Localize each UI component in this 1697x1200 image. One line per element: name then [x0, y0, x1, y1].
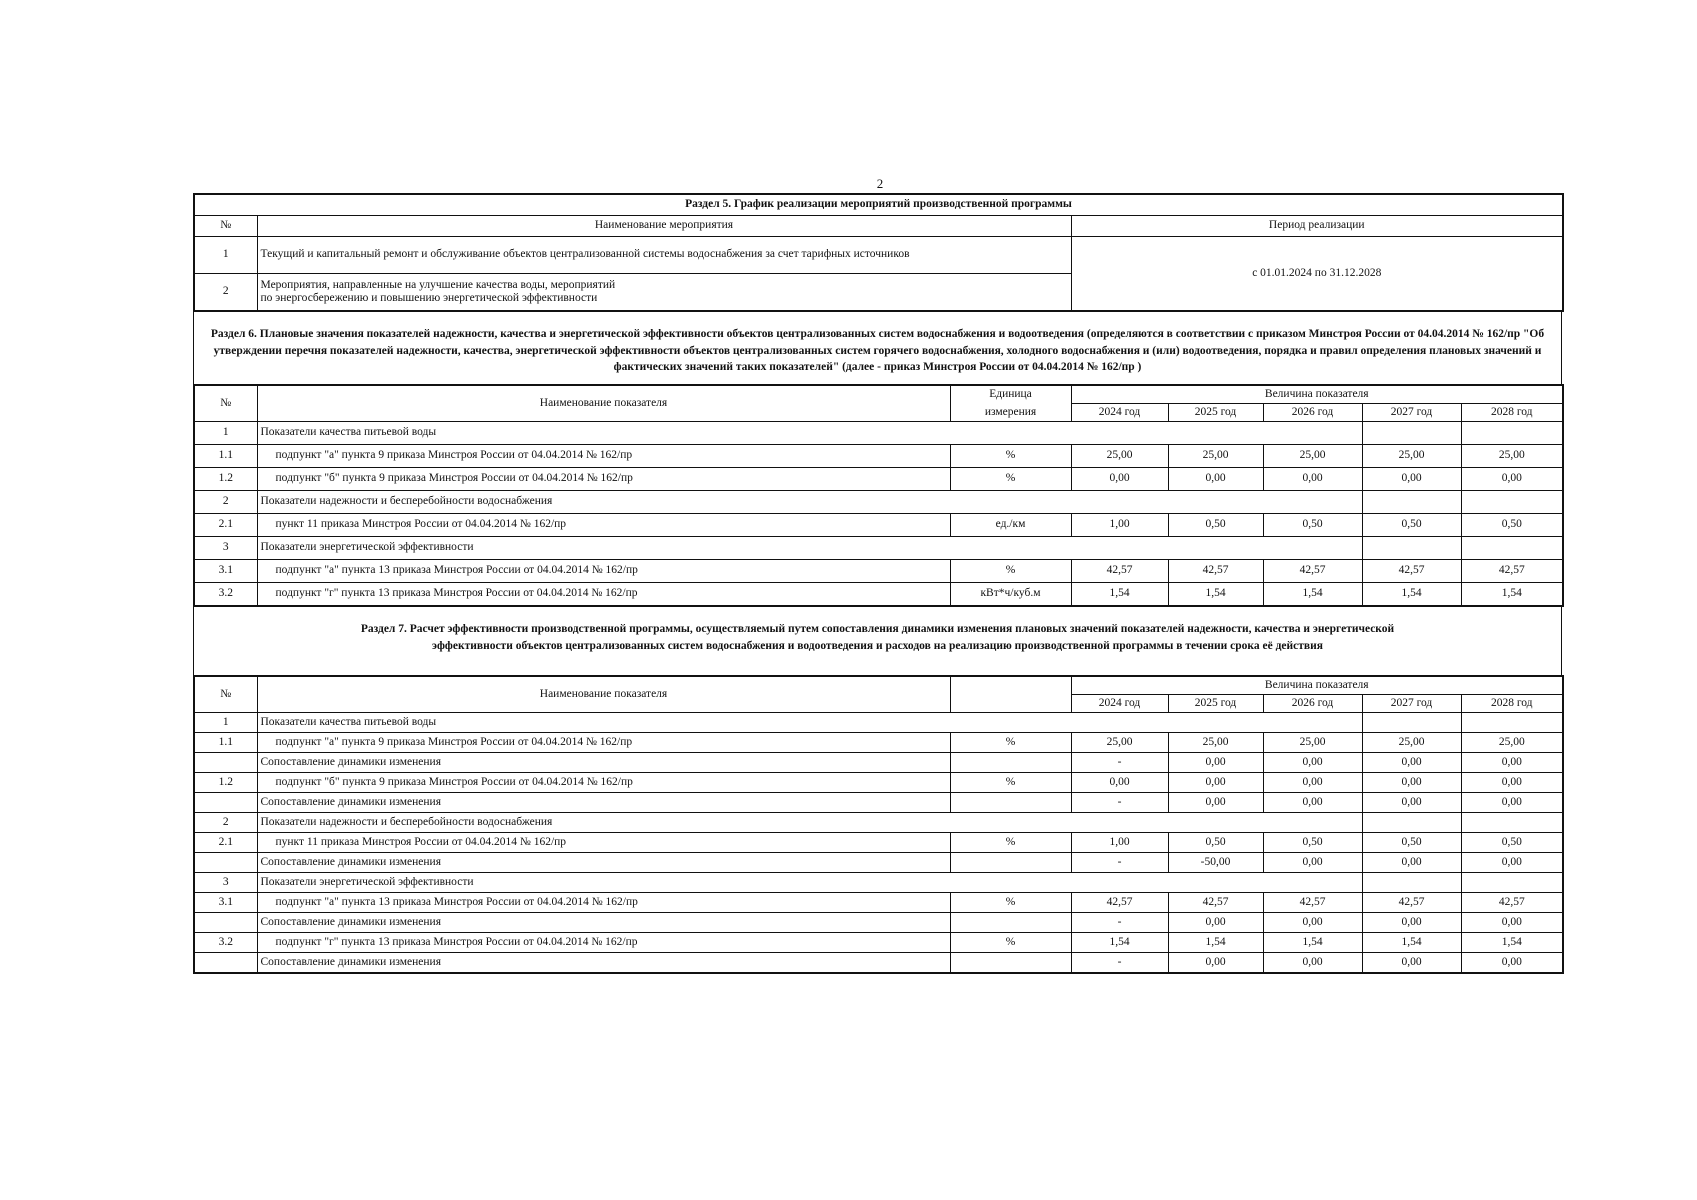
value-cell: 42,57: [1362, 560, 1461, 583]
value-cell: 25,00: [1461, 445, 1563, 468]
value-cell: 0,00: [1362, 853, 1461, 873]
section6-year: 2024 год: [1071, 404, 1168, 422]
value-cell: 0,00: [1461, 773, 1563, 793]
value-cell: -: [1071, 953, 1168, 974]
unit-cell: [950, 913, 1071, 933]
indicator-name: подпункт "б" пункта 9 приказа Минстроя России от 04.04.2014 № 162/пр: [257, 773, 950, 793]
section6-year: 2026 год: [1263, 404, 1362, 422]
value-cell: 1,00: [1071, 833, 1168, 853]
indicator-name: подпункт "б" пункта 9 приказа Минстроя России от 04.04.2014 № 162/пр: [257, 468, 950, 491]
value-cell: 0,50: [1362, 514, 1461, 537]
unit-cell: %: [950, 933, 1071, 953]
empty-cell: [1362, 813, 1461, 833]
indicator-name: подпункт "а" пункта 13 приказа Минстроя России от 04.04.2014 № 162/пр: [257, 560, 950, 583]
row-number: 1: [194, 422, 257, 445]
section6-year: 2028 год: [1461, 404, 1563, 422]
value-cell: 1,54: [1461, 583, 1563, 607]
table-row: [194, 537, 1563, 560]
value-cell: 0,00: [1263, 913, 1362, 933]
table-row: [194, 893, 1563, 913]
empty-cell: [1461, 813, 1563, 833]
empty-cell: [1461, 873, 1563, 893]
section7-year: 2024 год: [1071, 695, 1168, 713]
group-name: Показатели энергетической эффективности: [257, 537, 1362, 560]
section5-row1-num: 1: [194, 237, 257, 274]
row-number: 1.1: [194, 445, 257, 468]
section6-title: Раздел 6. Плановые значения показателей надежности, качества и энергетической эффективности объектов централизованных систем водоснабжения и водоотведения (определяются в соответствии с приказом Минстроя России от 04.04.2014 № 162/пр "Об утверждении перечня показателей надежности, качества, энергетической эффективности объектов централизованных систем горячего водоснабжения, холодного водоснабжения и (или) водоотведения, порядка и правил определения плановых значений и фактических значений таких показателей" (далее - приказ Минстроя России от 04.04.2014 № 162/пр ): [193, 312, 1562, 384]
table-row: [194, 583, 1563, 607]
value-cell: 0,00: [1168, 913, 1263, 933]
section7-title: [193, 607, 1562, 675]
value-cell: 0,00: [1461, 853, 1563, 873]
row-number: [194, 853, 257, 873]
indicator-name: пункт 11 приказа Минстроя России от 04.04.2014 № 162/пр: [257, 833, 950, 853]
empty-cell: [1461, 537, 1563, 560]
value-cell: 0,00: [1263, 793, 1362, 813]
value-cell: 42,57: [1461, 893, 1563, 913]
table-row: [194, 853, 1563, 873]
unit-cell: %: [950, 445, 1071, 468]
row-number: 1.2: [194, 468, 257, 491]
value-cell: 0,00: [1071, 468, 1168, 491]
unit-cell: [950, 853, 1071, 873]
value-cell: 0,50: [1168, 514, 1263, 537]
section5-row1-name: Текущий и капитальный ремонт и обслуживание объектов централизованной системы водоснабжения за счет тарифных источников: [257, 237, 1071, 274]
value-cell: 1,54: [1362, 933, 1461, 953]
row-number: 1.1: [194, 733, 257, 753]
indicator-name: подпункт "г" пункта 13 приказа Минстроя России от 04.04.2014 № 162/пр: [257, 583, 950, 607]
value-cell: 0,00: [1263, 753, 1362, 773]
row-number: [194, 793, 257, 813]
value-cell: 0,00: [1461, 753, 1563, 773]
section6-year: 2025 год: [1168, 404, 1263, 422]
section7-title-line1: Раздел 7. Расчет эффективности производственной программы, осуществляемый путем сопоставления динамики изменения плановых значений показателей надежности, качества и энергетической: [360, 623, 1395, 635]
comparison-label: Сопоставление динамики изменения: [257, 793, 950, 813]
value-cell: 0,00: [1461, 953, 1563, 974]
table-row: [194, 713, 1563, 733]
page-number: 2: [876, 176, 884, 191]
value-cell: 0,00: [1362, 793, 1461, 813]
empty-cell: [1461, 422, 1563, 445]
table-row: [194, 793, 1563, 813]
table-row: [194, 933, 1563, 953]
value-cell: 0,00: [1461, 913, 1563, 933]
section5-row2-num: 2: [194, 274, 257, 312]
empty-cell: [1461, 713, 1563, 733]
document-body: [193, 193, 1562, 974]
section7-title-line2: эффективности объектов централизованных систем водоснабжения и водоотведения и расходов на реализацию производственной программы в течении срока её действия: [432, 639, 1323, 652]
table-row: [194, 560, 1563, 583]
row-number: 3.1: [194, 893, 257, 913]
empty-cell: [1362, 537, 1461, 560]
value-cell: 0,00: [1263, 953, 1362, 974]
row-number: 1: [194, 713, 257, 733]
value-cell: 0,00: [1461, 793, 1563, 813]
section6-col-value: Величина показателя: [1071, 385, 1563, 404]
value-cell: 25,00: [1071, 445, 1168, 468]
section5-title: Раздел 5. График реализации мероприятий производственной программы: [194, 194, 1563, 216]
comparison-label: Сопоставление динамики изменения: [257, 753, 950, 773]
row-number: 2: [194, 491, 257, 514]
value-cell: 1,54: [1071, 583, 1168, 607]
empty-cell: [1362, 873, 1461, 893]
value-cell: 0,00: [1168, 953, 1263, 974]
comparison-label: Сопоставление динамики изменения: [257, 913, 950, 933]
value-cell: 0,00: [1263, 853, 1362, 873]
section6-table: [193, 384, 1564, 607]
value-cell: 0,50: [1362, 833, 1461, 853]
value-cell: 25,00: [1461, 733, 1563, 753]
row-number: [194, 953, 257, 974]
empty-cell: [1362, 422, 1461, 445]
unit-cell: [950, 753, 1071, 773]
row-number: [194, 913, 257, 933]
row-number: 2.1: [194, 833, 257, 853]
row-number: [194, 753, 257, 773]
row-number: 1.2: [194, 773, 257, 793]
value-cell: 42,57: [1461, 560, 1563, 583]
value-cell: 1,00: [1071, 514, 1168, 537]
section6-col-num: №: [194, 385, 257, 422]
indicator-name: подпункт "г" пункта 13 приказа Минстроя России от 04.04.2014 № 162/пр: [257, 933, 950, 953]
value-cell: 0,50: [1461, 833, 1563, 853]
table-row: [194, 913, 1563, 933]
value-cell: 42,57: [1071, 560, 1168, 583]
empty-cell: [1461, 491, 1563, 514]
value-cell: 42,57: [1168, 560, 1263, 583]
group-name: Показатели надежности и бесперебойности водоснабжения: [257, 813, 1362, 833]
group-name: Показатели энергетической эффективности: [257, 873, 1362, 893]
value-cell: 25,00: [1362, 733, 1461, 753]
row-number: 3: [194, 537, 257, 560]
unit-cell: [950, 793, 1071, 813]
unit-cell: %: [950, 773, 1071, 793]
unit-cell: ед./км: [950, 514, 1071, 537]
section6-col-unit-2: измерения: [950, 404, 1071, 422]
unit-cell: %: [950, 893, 1071, 913]
section7-year: 2028 год: [1461, 695, 1563, 713]
unit-cell: %: [950, 560, 1071, 583]
section5-table: [193, 193, 1564, 312]
section7-year: 2026 год: [1263, 695, 1362, 713]
section7-year: 2027 год: [1362, 695, 1461, 713]
value-cell: 0,00: [1168, 468, 1263, 491]
value-cell: 25,00: [1168, 445, 1263, 468]
value-cell: 42,57: [1168, 893, 1263, 913]
value-cell: 25,00: [1362, 445, 1461, 468]
section5-row2-name: [257, 274, 1071, 312]
table-row: [194, 953, 1563, 974]
value-cell: 1,54: [1362, 583, 1461, 607]
value-cell: 0,00: [1263, 773, 1362, 793]
value-cell: 0,00: [1461, 468, 1563, 491]
section5-col-num: №: [194, 216, 257, 237]
empty-cell: [1362, 713, 1461, 733]
value-cell: -: [1071, 753, 1168, 773]
value-cell: 1,54: [1263, 583, 1362, 607]
value-cell: 25,00: [1071, 733, 1168, 753]
value-cell: 0,00: [1168, 753, 1263, 773]
row-number: 3.2: [194, 583, 257, 607]
table-row: [194, 873, 1563, 893]
value-cell: 25,00: [1168, 733, 1263, 753]
value-cell: 0,00: [1362, 773, 1461, 793]
value-cell: 42,57: [1362, 893, 1461, 913]
table-row: [194, 468, 1563, 491]
unit-cell: кВт*ч/куб.м: [950, 583, 1071, 607]
value-cell: -50,00: [1168, 853, 1263, 873]
empty-cell: [1362, 491, 1461, 514]
section5-row2-name-line2: по энергосбережению и повышению энергетической эффективности: [260, 292, 598, 304]
value-cell: 1,54: [1263, 933, 1362, 953]
unit-cell: %: [950, 733, 1071, 753]
table-row: [194, 422, 1563, 445]
table-row: [194, 813, 1563, 833]
section7-table: [193, 675, 1564, 974]
value-cell: 42,57: [1071, 893, 1168, 913]
indicator-name: подпункт "а" пункта 13 приказа Минстроя России от 04.04.2014 № 162/пр: [257, 893, 950, 913]
value-cell: 1,54: [1461, 933, 1563, 953]
section5-period: с 01.01.2024 по 31.12.2028: [1071, 237, 1563, 312]
unit-cell: %: [950, 468, 1071, 491]
section7-year: 2025 год: [1168, 695, 1263, 713]
value-cell: 0,00: [1263, 468, 1362, 491]
section7-rows: [194, 713, 1563, 974]
value-cell: 0,00: [1168, 773, 1263, 793]
section6-year: 2027 год: [1362, 404, 1461, 422]
value-cell: 0,00: [1168, 793, 1263, 813]
value-cell: 1,54: [1071, 933, 1168, 953]
value-cell: 42,57: [1263, 560, 1362, 583]
unit-cell: %: [950, 833, 1071, 853]
section6-col-unit-1: Единица: [950, 385, 1071, 404]
row-number: 2.1: [194, 514, 257, 537]
value-cell: 0,00: [1362, 468, 1461, 491]
unit-cell: [950, 953, 1071, 974]
section7-col-name: Наименование показателя: [257, 676, 950, 713]
section6-rows: [194, 422, 1563, 607]
comparison-label: Сопоставление динамики изменения: [257, 953, 950, 974]
table-row: [194, 833, 1563, 853]
value-cell: 0,00: [1362, 913, 1461, 933]
section6-col-name: Наименование показателя: [257, 385, 950, 422]
table-row: [194, 491, 1563, 514]
section7-col-value: Величина показателя: [1071, 676, 1563, 695]
table-row: [194, 773, 1563, 793]
value-cell: 0,00: [1362, 753, 1461, 773]
row-number: 3: [194, 873, 257, 893]
row-number: 2: [194, 813, 257, 833]
indicator-name: пункт 11 приказа Минстроя России от 04.04.2014 № 162/пр: [257, 514, 950, 537]
group-name: Показатели надежности и бесперебойности водоснабжения: [257, 491, 1362, 514]
section5-row2-name-line1: Мероприятия, направленные на улучшение качества воды, мероприятий: [260, 278, 616, 291]
value-cell: 0,50: [1263, 514, 1362, 537]
value-cell: 25,00: [1263, 733, 1362, 753]
section7-col-unit: [950, 676, 1071, 713]
value-cell: 42,57: [1263, 893, 1362, 913]
value-cell: 0,00: [1362, 953, 1461, 974]
value-cell: 0,00: [1071, 773, 1168, 793]
section5-col-period: Период реализации: [1071, 216, 1563, 237]
value-cell: -: [1071, 913, 1168, 933]
table-row: [194, 445, 1563, 468]
indicator-name: подпункт "а" пункта 9 приказа Минстроя России от 04.04.2014 № 162/пр: [257, 733, 950, 753]
comparison-label: Сопоставление динамики изменения: [257, 853, 950, 873]
value-cell: 25,00: [1263, 445, 1362, 468]
table-row: [194, 514, 1563, 537]
section5-col-name: Наименование мероприятия: [257, 216, 1071, 237]
table-row: [194, 753, 1563, 773]
indicator-name: подпункт "а" пункта 9 приказа Минстроя России от 04.04.2014 № 162/пр: [257, 445, 950, 468]
value-cell: -: [1071, 793, 1168, 813]
group-name: Показатели качества питьевой воды: [257, 422, 1362, 445]
table-row: [194, 733, 1563, 753]
value-cell: 1,54: [1168, 933, 1263, 953]
row-number: 3.2: [194, 933, 257, 953]
value-cell: 0,50: [1461, 514, 1563, 537]
value-cell: 0,50: [1263, 833, 1362, 853]
section7-col-num: №: [194, 676, 257, 713]
value-cell: 0,50: [1168, 833, 1263, 853]
row-number: 3.1: [194, 560, 257, 583]
value-cell: -: [1071, 853, 1168, 873]
value-cell: 1,54: [1168, 583, 1263, 607]
group-name: Показатели качества питьевой воды: [257, 713, 1362, 733]
